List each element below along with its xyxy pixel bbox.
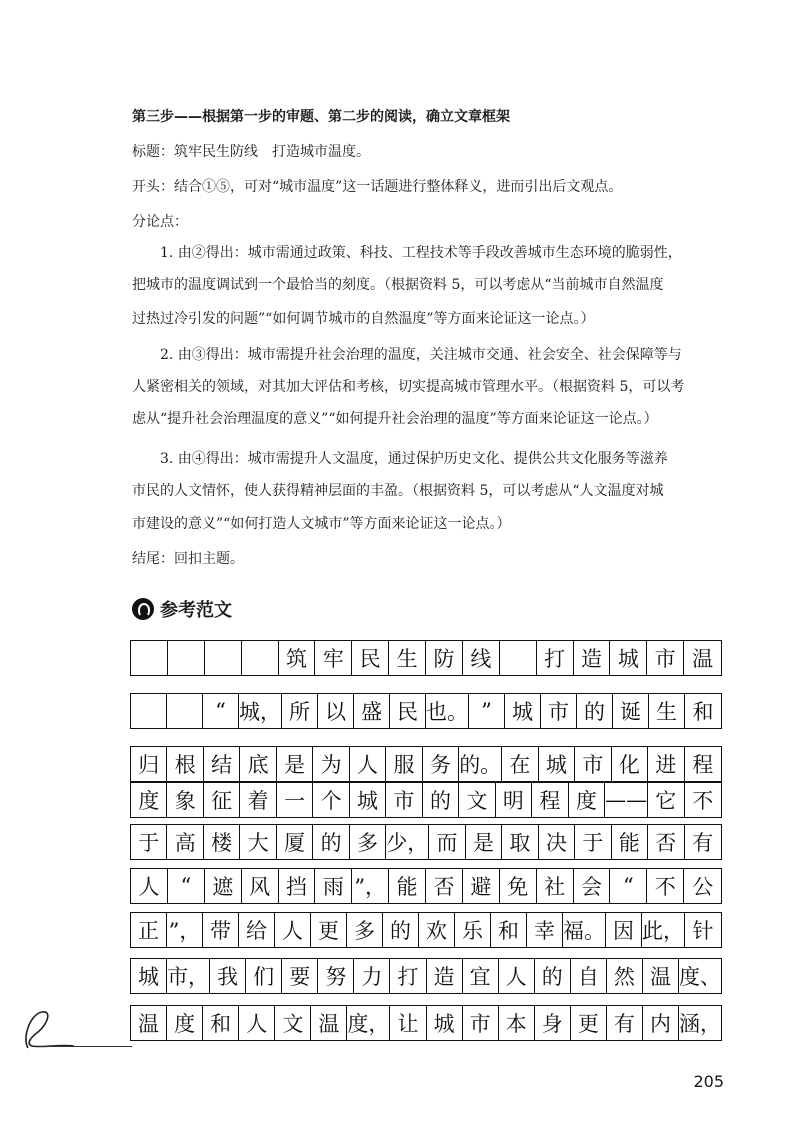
essay-grid-row xyxy=(130,824,722,860)
point-1-line-3: 过热过冷引发的问题”“如何调节城市的自然温度”等方面来论证这一论点。） xyxy=(132,311,595,327)
essay-grid-row xyxy=(130,693,722,729)
essay-grid-cell: 而 xyxy=(429,825,465,859)
essay-grid-cell: 归 xyxy=(131,747,167,781)
point-3-line-1: 3. 由④得出：城市需提升人文温度，通过保护历史文化、提供公共文化服务等滋养 xyxy=(160,451,668,467)
essay-grid-cell: 不 xyxy=(692,789,714,813)
essay-grid-cell: 打 xyxy=(390,959,426,993)
essay-grid-cell: 少， xyxy=(386,825,429,859)
essay-grid-cell: 为 xyxy=(313,747,349,781)
essay-grid-cell: 市 xyxy=(463,1006,499,1040)
point-3-line-2: 市民的人文情怀，使人获得精神层面的丰盈。（根据资料 5，可以考虑从“人文温度对城 xyxy=(132,483,664,499)
essay-grid-cell: 更 xyxy=(311,913,347,947)
essay-grid-cell: 更 xyxy=(571,1006,607,1040)
essay-section-heading xyxy=(132,596,232,622)
essay-grid-cell: 以 xyxy=(318,694,354,728)
essay-grid-cell: 力 xyxy=(354,959,390,993)
essay-grid-cell: 于 xyxy=(575,825,611,859)
essay-grid-cell: 温 xyxy=(643,959,679,993)
essay-grid-cell: —— xyxy=(605,783,648,817)
essay-grid-cell: 造 xyxy=(427,959,463,993)
essay-grid-cell: 也。 xyxy=(426,694,469,728)
essay-grid-cell xyxy=(205,641,242,675)
essay-grid-cell: 们 xyxy=(246,959,282,993)
essay-grid-cell: 一 xyxy=(277,783,313,817)
essay-grid-cell: 雨 xyxy=(315,869,352,903)
essay-grid-cell: 程 xyxy=(692,753,714,777)
essay-grid-cell: 人 xyxy=(350,747,386,781)
page-number: 205 xyxy=(693,1072,724,1091)
essay-grid-row xyxy=(130,912,722,948)
essay-grid-cell: 城 xyxy=(505,694,541,728)
essay-grid-cell: 要 xyxy=(282,959,318,993)
essay-grid-cell: 欢 xyxy=(419,913,455,947)
essay-grid-cell: 让 xyxy=(390,1006,426,1040)
essay-grid-cell: ”， xyxy=(352,869,389,903)
essay-grid-cell: 人 xyxy=(275,913,311,947)
essay-grid-cell: 我 xyxy=(210,959,246,993)
signature-mark xyxy=(18,1008,78,1054)
essay-grid-cell: 市， xyxy=(167,959,210,993)
essay-grid-cell: 厦 xyxy=(277,825,313,859)
essay-grid-cell: 正 xyxy=(131,913,167,947)
essay-grid-cell: 因 xyxy=(606,913,642,947)
essay-grid-cell: 然 xyxy=(607,959,643,993)
essay-grid-cell: 诞 xyxy=(613,694,649,728)
essay-grid-cell: 幸 xyxy=(527,913,563,947)
essay-grid-cell: 针 xyxy=(692,919,714,943)
essay-grid-cell: 象 xyxy=(167,783,203,817)
essay-grid-cell: 在 xyxy=(502,747,538,781)
essay-grid-cell: 和 xyxy=(491,913,527,947)
essay-grid-cell: 的 xyxy=(577,694,613,728)
essay-grid-cell: 生 xyxy=(389,641,426,675)
essay-grid-cell: 务 xyxy=(423,747,459,781)
essay-grid-cell: 度、 xyxy=(679,965,721,989)
essay-grid-cell: 内 xyxy=(643,1006,679,1040)
essay-grid-cell: 有 xyxy=(692,831,714,855)
essay-grid-cell: 否 xyxy=(648,825,684,859)
essay-grid-cell: 的 xyxy=(383,913,419,947)
essay-grid-cell: 市 xyxy=(541,694,577,728)
essay-grid-cell: 不 xyxy=(647,869,684,903)
outline-opening-line: 开头：结合①⑤，可对“城市温度”这一话题进行整体释义，进而引出后文观点。 xyxy=(132,179,623,195)
point-2-line-2: 人紧密相关的领域，对其加大评估和考核，切实提高城市管理水平。（根据资料 5，可以考 xyxy=(132,379,685,395)
point-2-line-3: 虑从“提升社会治理温度的意义”“如何提升社会治理的温度”等方面来论证这一论点。） xyxy=(132,411,658,427)
essay-grid-cell: ” xyxy=(469,694,505,728)
essay-grid-cell: 的。 xyxy=(459,747,502,781)
essay-grid-cell: 程 xyxy=(532,783,568,817)
essay-grid-cell: 盛 xyxy=(354,694,390,728)
outline-heading: 第三步——根据第一步的审题、第二步的阅读，确立文章框架 xyxy=(132,109,510,125)
essay-grid-row xyxy=(130,640,722,676)
essay-grid-cell: 造 xyxy=(574,641,611,675)
essay-grid-cell: 文 xyxy=(275,1006,311,1040)
essay-grid-cell xyxy=(167,694,203,728)
essay-grid-cell: 市 xyxy=(575,747,611,781)
essay-grid-cell: 风 xyxy=(242,869,279,903)
essay-grid-cell xyxy=(131,641,168,675)
point-1-line-1: 1. 由②得出：城市需通过政策、科技、工程技术等手段改善城市生态环境的脆弱性， xyxy=(160,245,682,261)
essay-grid-cell: “ xyxy=(203,694,239,728)
essay-grid-cell: 本 xyxy=(499,1006,535,1040)
essay-grid-cell: 结 xyxy=(204,747,240,781)
essay-grid-cell: 是 xyxy=(277,747,313,781)
essay-grid-cell: 遮 xyxy=(205,869,242,903)
essay-grid-cell: 否 xyxy=(426,869,463,903)
essay-grid-cell: 度 xyxy=(131,783,167,817)
essay-grid-cell: 公 xyxy=(692,875,714,899)
essay-grid-cell: 乐 xyxy=(455,913,491,947)
outline-title-line: 标题：筑牢民生防线 打造城市温度。 xyxy=(132,144,370,160)
essay-grid-cell: 牢 xyxy=(315,641,352,675)
essay-grid-cell: 市 xyxy=(386,783,422,817)
essay-grid-cell: 生 xyxy=(649,694,685,728)
essay-grid-cell: 温 xyxy=(692,647,714,671)
essay-grid-cell: “ xyxy=(610,869,647,903)
essay-grid-cell: 涵， xyxy=(679,1012,721,1036)
essay-grid-cell: 温 xyxy=(311,1006,347,1040)
essay-grid-cell: 进 xyxy=(648,747,684,781)
essay-grid-cell: 大 xyxy=(240,825,276,859)
point-1-line-2: 把城市的温度调试到一个最恰当的刻度。（根据资料 5，可以考虑从“当前城市自然温度 xyxy=(132,277,664,293)
essay-grid-row xyxy=(130,958,722,994)
essay-grid-cell: 城 xyxy=(350,783,386,817)
essay-grid-cell: 是 xyxy=(466,825,502,859)
essay-grid-cell: 人 xyxy=(499,959,535,993)
essay-grid-cell: 城 xyxy=(610,641,647,675)
essay-grid-cell xyxy=(168,641,205,675)
essay-grid-cell xyxy=(500,641,537,675)
essay-grid-cell: 征 xyxy=(204,783,240,817)
essay-grid-cell: 民 xyxy=(352,641,389,675)
essay-grid-cell: 城 xyxy=(131,959,167,993)
essay-grid-cell xyxy=(242,641,279,675)
essay-grid-cell: 宜 xyxy=(463,959,499,993)
essay-grid-cell: 的 xyxy=(423,783,459,817)
essay-grid-cell: 有 xyxy=(607,1006,643,1040)
essay-grid-cell: 所 xyxy=(282,694,318,728)
essay-grid-cell: 能 xyxy=(389,869,426,903)
essay-grid-cell: 化 xyxy=(612,747,648,781)
essay-grid-row xyxy=(130,782,722,818)
essay-grid-cell: 度 xyxy=(167,1006,203,1040)
essay-grid-cell: 底 xyxy=(240,747,276,781)
margin-rule xyxy=(40,1046,132,1047)
essay-grid-cell: 人 xyxy=(131,869,168,903)
essay-grid-cell: 明 xyxy=(496,783,532,817)
point-2-line-1: 2. 由③得出：城市需提升社会治理的温度，关注城市交通、社会安全、社会保障等与 xyxy=(160,347,682,363)
essay-grid-cell: 和 xyxy=(692,700,714,724)
essay-grid-cell: 决 xyxy=(539,825,575,859)
essay-grid-cell: 文 xyxy=(459,783,495,817)
essay-grid-cell: 能 xyxy=(612,825,648,859)
essay-grid-cell: 给 xyxy=(239,913,275,947)
essay-grid-cell: “ xyxy=(168,869,205,903)
essay-grid-cell: 挡 xyxy=(279,869,316,903)
essay-grid-cell: 它 xyxy=(648,783,684,817)
essay-grid-cell: 自 xyxy=(571,959,607,993)
essay-grid-cell: ”， xyxy=(167,913,203,947)
essay-grid-cell xyxy=(131,694,167,728)
essay-grid-cell: 城 xyxy=(427,1006,463,1040)
essay-grid-row xyxy=(130,746,722,782)
essay-grid-cell: 人 xyxy=(239,1006,275,1040)
essay-grid-cell: 的 xyxy=(313,825,349,859)
essay-grid-cell: 服 xyxy=(386,747,422,781)
essay-section-title: 参考范文 xyxy=(160,600,232,621)
essay-grid-cell: 带 xyxy=(203,913,239,947)
essay-grid-cell: 高 xyxy=(167,825,203,859)
essay-grid-cell: 根 xyxy=(167,747,203,781)
essay-grid-cell: 多 xyxy=(350,825,386,859)
sub-points-label: 分论点： xyxy=(132,214,188,230)
essay-grid-cell: 度， xyxy=(347,1006,390,1040)
essay-grid-cell: 打 xyxy=(537,641,574,675)
essay-grid-cell: 个 xyxy=(313,783,349,817)
essay-grid-cell: 城， xyxy=(239,694,282,728)
essay-grid-cell: 避 xyxy=(463,869,500,903)
essay-grid-cell: 会 xyxy=(574,869,611,903)
essay-grid-cell: 线 xyxy=(463,641,500,675)
essay-grid-cell: 度 xyxy=(569,783,605,817)
essay-grid-cell: 此， xyxy=(642,913,685,947)
essay-grid-cell: 福。 xyxy=(563,913,606,947)
essay-grid-cell: 身 xyxy=(535,1006,571,1040)
essay-grid-cell: 筑 xyxy=(279,641,316,675)
essay-grid-cell: 多 xyxy=(347,913,383,947)
essay-grid-row xyxy=(130,1005,722,1041)
essay-grid-cell: 民 xyxy=(390,694,426,728)
essay-grid-cell: 社 xyxy=(537,869,574,903)
essay-grid-cell: 努 xyxy=(318,959,354,993)
essay-grid-cell: 免 xyxy=(500,869,537,903)
essay-grid-cell: 和 xyxy=(203,1006,239,1040)
essay-grid-cell: 于 xyxy=(131,825,167,859)
essay-grid-cell: 市 xyxy=(647,641,684,675)
essay-grid-cell: 楼 xyxy=(204,825,240,859)
essay-grid-row xyxy=(130,868,722,904)
essay-grid-cell: 着 xyxy=(240,783,276,817)
essay-grid-cell: 取 xyxy=(502,825,538,859)
essay-grid-cell: 城 xyxy=(539,747,575,781)
essay-grid-cell: 防 xyxy=(426,641,463,675)
point-3-line-3: 市建设的意义”“如何打造人文城市”等方面来论证这一论点。） xyxy=(132,516,511,532)
bullet-icon xyxy=(132,598,154,620)
essay-grid-cell: 温 xyxy=(131,1006,167,1040)
essay-grid-cell: 的 xyxy=(535,959,571,993)
outline-ending-line: 结尾：回扣主题。 xyxy=(132,551,244,567)
